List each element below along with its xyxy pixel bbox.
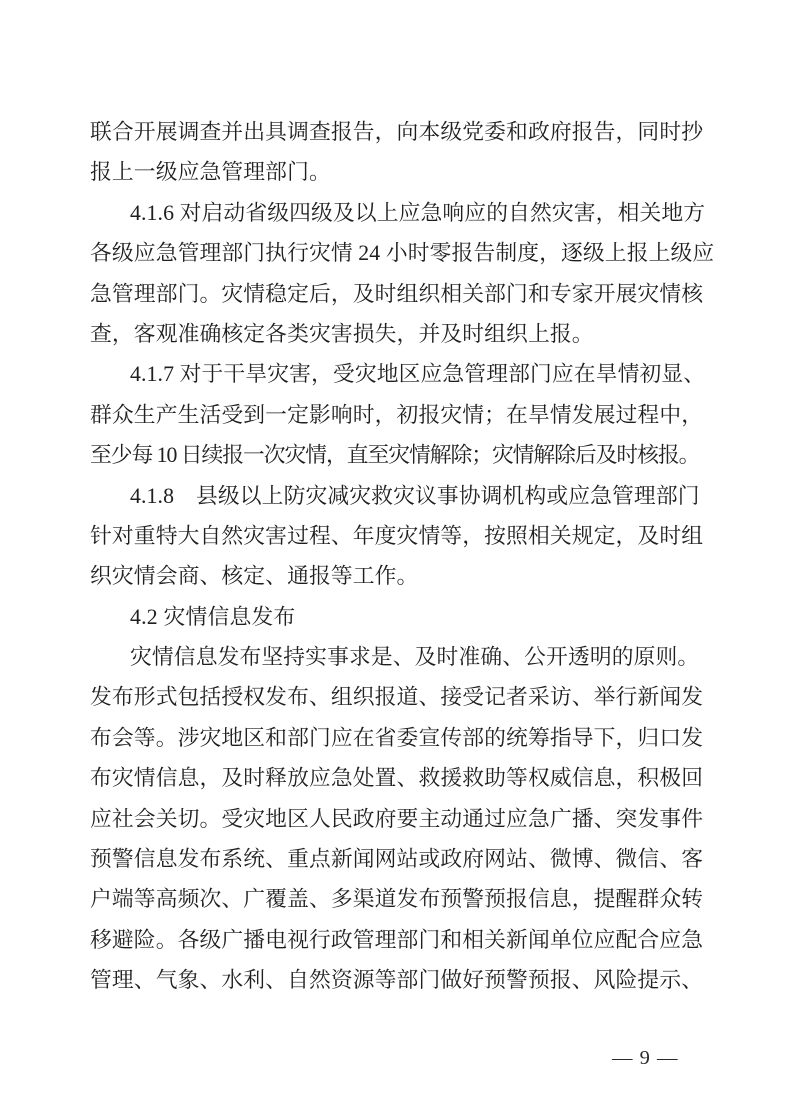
- text-line: 4.1.6 对启动省级四级及以上应急响应的自然灾害，相关地方: [130, 200, 706, 225]
- text-line: 查，客观准确核定各类灾害损失，并及时组织上报。: [90, 321, 594, 346]
- text-line: 急管理部门。灾情稳定后，及时组织相关部门和专家开展灾情核: [90, 281, 704, 306]
- section-heading: 4.2 灾情信息发布: [130, 604, 296, 629]
- text-line: 群众生产生活受到一定影响时，初报灾情；在旱情发展过程中，: [90, 402, 704, 427]
- text-line: 至少每 10 日续报一次灾情，直至灾情解除；灾情解除后及时核报。: [90, 443, 700, 468]
- text-line: 报上一级应急管理部门。: [90, 160, 331, 185]
- text-line: 预警信息发布系统、重点新闻网站或政府网站、微博、微信、客: [90, 847, 704, 872]
- text-line: 布灾情信息，及时释放应急处置、救援救助等权威信息，积极回: [90, 766, 704, 791]
- text-line: 布会等。涉灾地区和部门应在省委宣传部的统筹指导下，归口发: [90, 725, 704, 750]
- document-body: [90, 112, 715, 1001]
- text-line: 织灾情会商、核定、通报等工作。: [90, 564, 419, 589]
- text-line: 移避险。各级广播电视行政管理部门和相关新闻单位应配合应急: [90, 927, 704, 952]
- text-line: 管理、气象、水利、自然资源等部门做好预警预报、风险提示、: [90, 968, 704, 993]
- text-line: 4.1.8 县级以上防灾减灾救灾议事协调机构或应急管理部门: [130, 483, 700, 508]
- text-line: 各级应急管理部门执行灾情 24 小时零报告制度，逐级上报上级应: [90, 241, 715, 266]
- text-line: 联合开展调查并出具调查报告，向本级党委和政府报告，同时抄: [90, 120, 704, 144]
- text-line: 应社会关切。受灾地区人民政府要主动通过应急广播、突发事件: [90, 806, 704, 831]
- text-line: 发布形式包括授权发布、组织报道、接受记者采访、举行新闻发: [90, 685, 704, 710]
- page-number: — 9 —: [612, 1047, 679, 1069]
- text-line: 户端等高频次、广覆盖、多渠道发布预警预报信息，提醒群众转: [90, 887, 704, 912]
- text-line: 4.1.7 对于干旱灾害，受灾地区应急管理部门应在旱情初显、: [130, 362, 706, 387]
- text-line: 针对重特大自然灾害过程、年度灾情等，按照相关规定，及时组: [90, 523, 704, 548]
- text-line: 灾情信息发布坚持实事求是、及时准确、公开透明的原则。: [130, 645, 700, 670]
